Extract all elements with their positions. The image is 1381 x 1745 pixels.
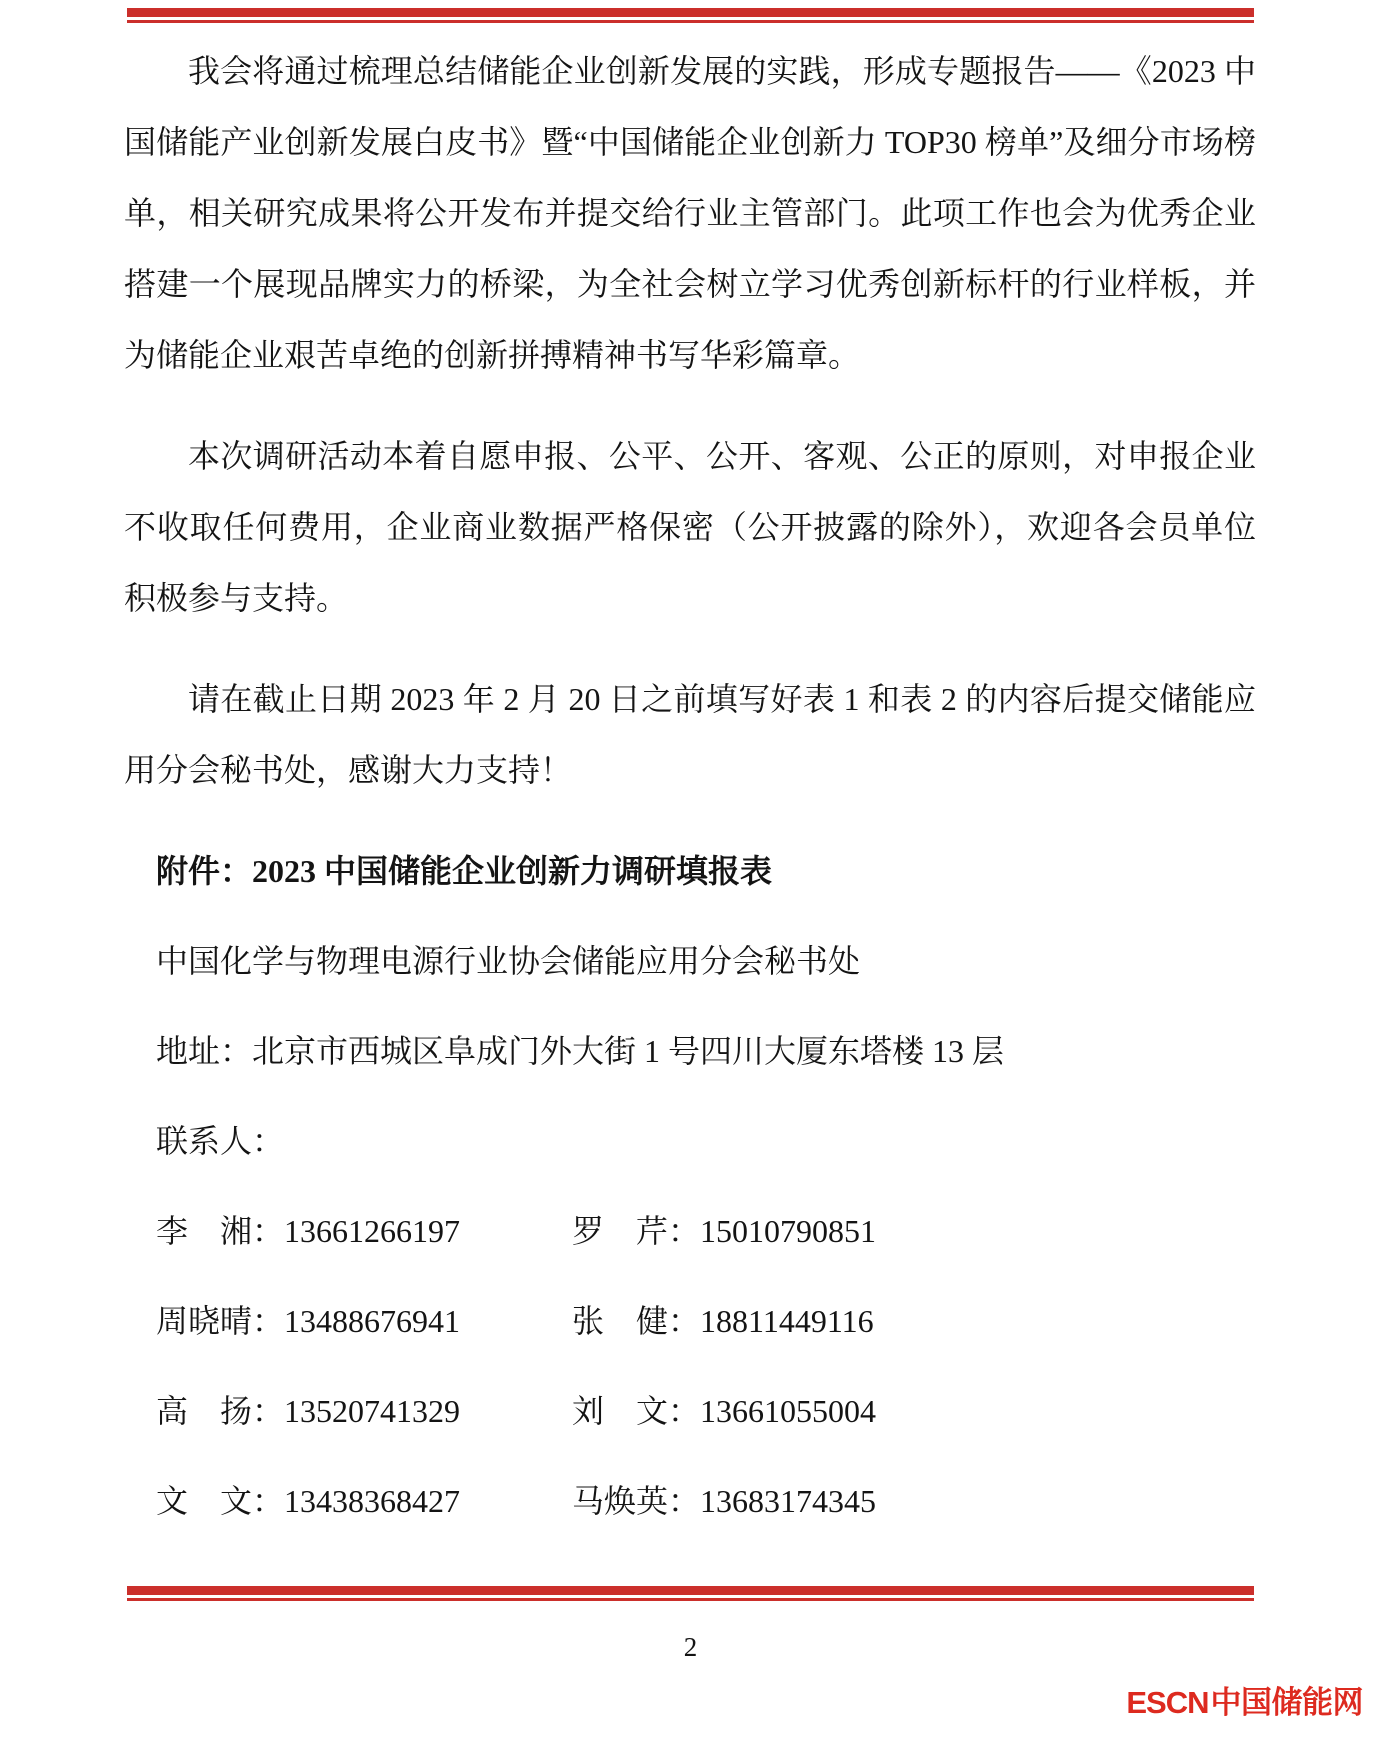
contact-name-phone: 张 健：18811449116 [572,1303,874,1339]
contact-name-phone: 李 湘：13661266197 [156,1213,461,1249]
attachment-title: 附件：2023 中国储能企业创新力调研填报表 [156,853,773,889]
org-line: 中国化学与物理电源行业协会储能应用分会秘书处 [156,943,861,979]
contact-name-phone: 高 扬：13520741329 [156,1393,461,1429]
contact-row [124,1376,1256,1447]
escn-logo-latin: ESCN [1126,1685,1209,1720]
header-rule-thick [127,8,1254,17]
document-body [124,36,1256,1556]
contact-row [124,1196,1256,1267]
paragraph-principles: 本次调研活动本着自愿申报、公平、公开、客观、公正的原则，对申报企业不收取任何费用，企业商业数据严格保密（公开披露的除外），欢迎各会员单位积极参与支持。 [124,438,1256,616]
header-rule [127,8,1254,23]
address-line: 地址：北京市西城区阜成门外大街 1 号四川大厦东塔楼 13 层 [156,1033,1005,1069]
page-number: 2 [683,1632,698,1662]
paragraph-deadline: 请在截止日期 2023 年 2 月 20 日之前填写好表 1 和表 2 的内容后提交储能应用分会秘书处，感谢大力支持！ [124,681,1256,788]
contact-name-phone: 周晓晴：13488676941 [156,1303,461,1339]
header-rule-thin [127,20,1254,23]
contact-name-phone: 文 文：13438368427 [156,1483,461,1519]
footer-rule [127,1586,1254,1601]
footer-rule-thick [127,1586,1254,1595]
contact-name-phone: 罗 芹：15010790851 [572,1213,877,1249]
contacts-label: 联系人： [156,1123,285,1159]
contact-name-phone: 刘 文：13661055004 [572,1393,877,1429]
paragraph-whitepaper: 我会将通过梳理总结储能企业创新发展的实践，形成专题报告——《2023 中国储能产业创新发展白皮书》暨“中国储能企业创新力 TOP30 榜单”及细分市场榜单，相关研究成果将公开发布并提交给行业主管部门。此项工作也会为优秀企业搭建一个展现品牌实力的桥梁，为全社会树立学习优秀创新标杆的行业样板，并为储能企业艰苦卓绝的创新拼搏精神书写华彩篇章。 [124,53,1256,373]
contact-row [124,1286,1256,1357]
contact-name-phone: 马焕英：13683174345 [572,1483,877,1519]
escn-logo-chinese: 中国储能网 [1210,1685,1363,1720]
footer-rule-thin [127,1598,1254,1601]
contact-row [124,1466,1256,1537]
escn-logo [1126,1686,1363,1720]
